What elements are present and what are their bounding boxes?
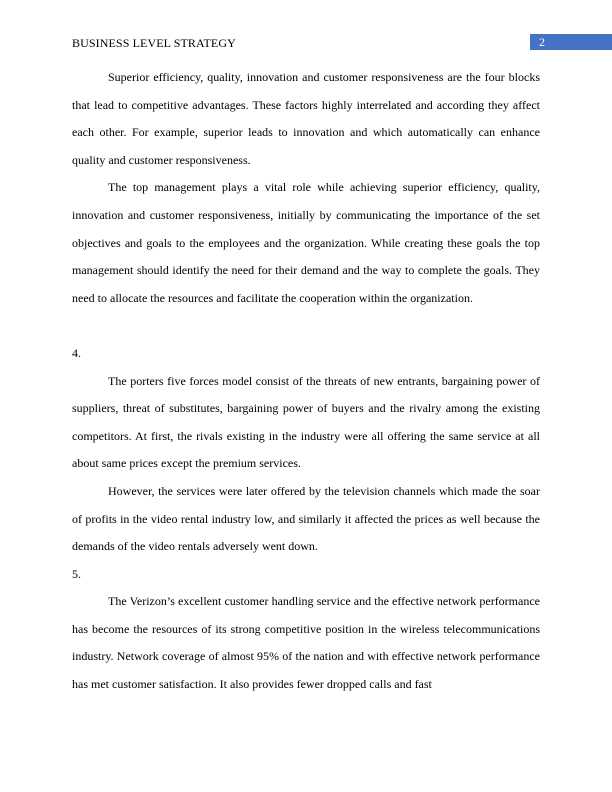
blank-line [72, 312, 540, 340]
running-header-title: BUSINESS LEVEL STRATEGY [72, 36, 236, 50]
section-5-label: 5. [72, 566, 81, 581]
paragraph-1: Superior efficiency, quality, innovation and customer responsiveness are the four blocks that lead to competitive advantages. These factors highly interrelated and according they affect each other. For example, superior leads to innovation and which automatically can enhance quality and customer responsiveness. [72, 70, 540, 167]
paragraph-2: The top management plays a vital role while achieving superior efficiency, quality, innovation and customer responsiveness, initially by communicating the importance of the set objectives and goals to the employees and the organization. While creating these goals the top management should identify the need for their demand and the way to complete the goals. They need to allocate the resources and facilitate the cooperation within the organization. [72, 180, 540, 305]
page-number-badge [530, 34, 612, 50]
paragraph-3: The porters five forces model consist of the threats of new entrants, bargaining power of suppliers, threat of substitutes, bargaining power of buyers and the rivalry among the existing competitors. At first, the rivals existing in the industry were all offering the same service at all about same prices except the premium services. [72, 373, 540, 471]
paragraph-4: However, the services were later offered by the television channels which made the soar of profits in the video rental industry low, and similarly it affected the prices as well because the demands of the video rentals adversely went down. [72, 483, 540, 554]
document-body [72, 64, 540, 699]
paragraph-5: The Verizon’s excellent customer handling service and the effective network performance has become the resources of its strong competitive position in the wireless telecommunications industry. Network coverage of almost 95% of the nation and with effective network performance has met customer satisfaction. It also provides fewer dropped calls and fast [72, 594, 540, 692]
page-number: 2 [539, 35, 545, 49]
section-4-label: 4. [72, 345, 81, 360]
